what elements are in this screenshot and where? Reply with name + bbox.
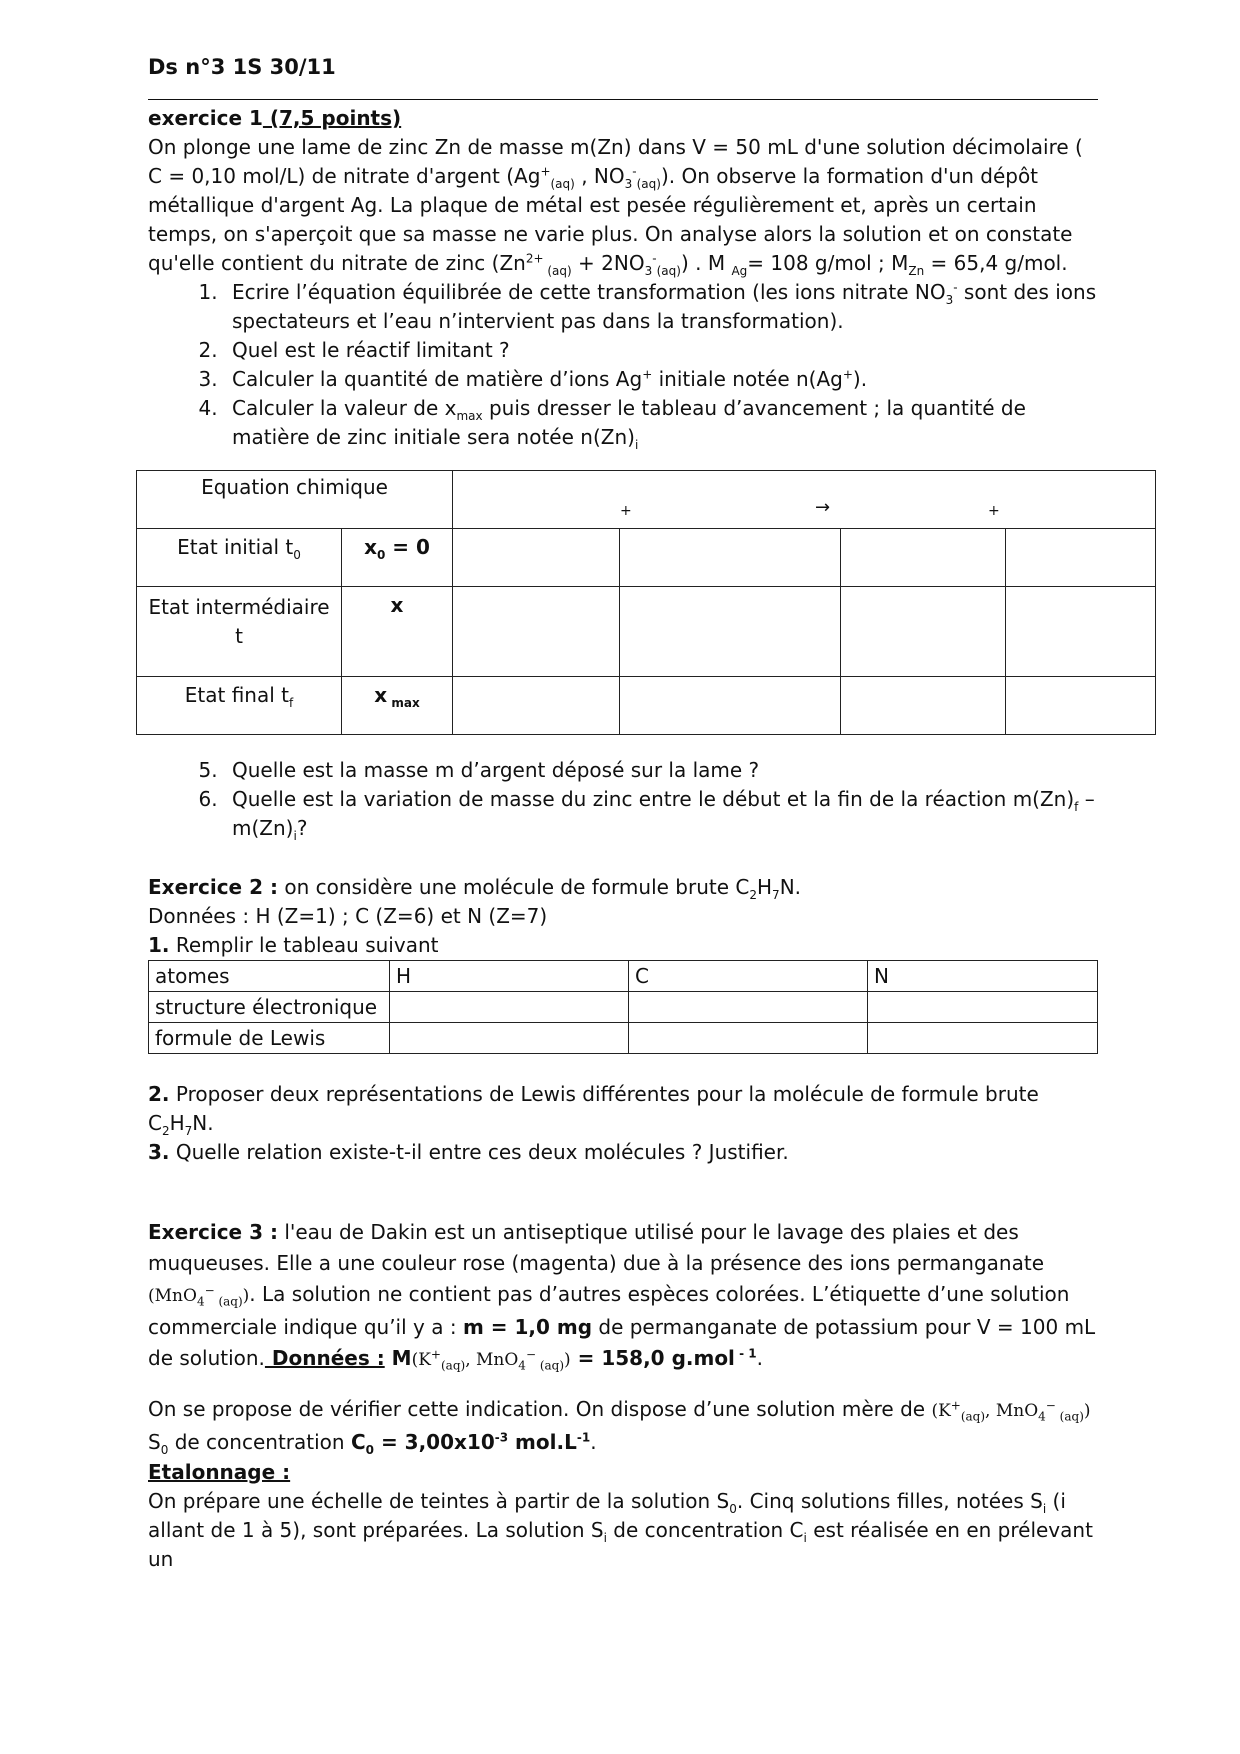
- permanganate-ion: (MnO$_4$− $_{(aq)}$): [148, 1283, 250, 1309]
- table-row: [149, 1023, 1098, 1054]
- question-1-4: 4. Calculer la valeur de $x_{max}$ puis dresser le tableau d’avancement ; la quantité de matière de zinc initiale sera notée $n(Zn)_i$: [224, 394, 1098, 452]
- table-cell[interactable]: [841, 677, 1006, 735]
- table-row-intermediate: [137, 587, 1156, 677]
- table-row: [149, 992, 1098, 1023]
- table-cell[interactable]: [868, 992, 1098, 1023]
- row-label-lewis: formule de Lewis: [149, 1023, 390, 1054]
- table-cell[interactable]: [620, 587, 841, 677]
- table-cell[interactable]: [453, 677, 620, 735]
- table-cell[interactable]: [390, 992, 629, 1023]
- initial-x-cell: $x_0 = 0$: [342, 529, 453, 587]
- table-row-final: [137, 677, 1156, 735]
- plus-sign-2: +: [988, 503, 1000, 519]
- equation-label-cell: Equation chimique: [137, 471, 453, 529]
- question-1-6: 6. Quelle est la variation de masse du zinc entre le début et la fin de la réaction $m(Zn)_f - m(Zn)_i$?: [224, 785, 1098, 843]
- table-cell[interactable]: [1006, 587, 1156, 677]
- page-title: Ds n°3 1S 30/11: [148, 55, 336, 79]
- table-cell[interactable]: [841, 529, 1006, 587]
- table-cell[interactable]: [629, 1023, 868, 1054]
- intermediate-state-label: Etat intermédiaire t: [137, 587, 342, 677]
- table-cell[interactable]: [1006, 529, 1156, 587]
- exercise-1-questions: [148, 278, 1098, 452]
- table-cell[interactable]: [620, 529, 841, 587]
- intermediate-x-cell: x: [342, 587, 453, 677]
- table-cell[interactable]: [390, 1023, 629, 1054]
- table-cell[interactable]: [453, 587, 620, 677]
- table-cell[interactable]: [841, 587, 1006, 677]
- document-page: [148, 55, 1098, 452]
- etalonnage-heading: Etalonnage :: [148, 1460, 291, 1484]
- final-x-cell: x $_{max}$: [342, 677, 453, 735]
- header-n: N: [868, 961, 1098, 992]
- initial-state-label: Etat initial $t_0$: [137, 529, 342, 587]
- table-cell[interactable]: [453, 529, 620, 587]
- table-row: [149, 961, 1098, 992]
- table-cell[interactable]: [868, 1023, 1098, 1054]
- exercise-1-heading: exercice 1 (7,5 points): [148, 106, 402, 130]
- lewis-table: [148, 960, 1098, 1054]
- exercise-2-question-1: 1. Remplir le tableau suivant: [148, 933, 439, 957]
- advancement-table: [136, 470, 1156, 735]
- exercise-1-intro: On plonge une lame de zinc Zn de masse m(Zn) dans V = 50 mL d'une solution décimolaire ( C = 0,10 mol/L) de nitrate d'argent ($Ag^+_{(aq)}$ , $NO_3^-_{(aq)}$). On observe la formation d'un dépôt métallique d'argent Ag. La plaque de métal est pesée régulièrement et, après un certain temps, on s'aperçoit que sa masse ne varie plus. On analyse alors la solution et on constate qu'elle contient du nitrate de zinc ($Zn^{2+}$ $_{(aq)} + 2NO_3^-_{(aq)}$) . M $_{Ag}$= 108 g/mol ; $M_{Zn} = 65,4$ g/mol.: [148, 135, 1083, 278]
- header-c: C: [629, 961, 868, 992]
- final-state-label: Etat final $t_f$: [137, 677, 342, 735]
- document-page-continued: [148, 756, 1098, 1574]
- table-row-initial: [137, 529, 1156, 587]
- question-1-2: 2. Quel est le réactif limitant ?: [224, 336, 1098, 365]
- exercise-3-paragraph-1: Exercice 3 : l'eau de Dakin est un antiseptique utilisé pour le lavage des plaies et des muqueuses. Elle a une couleur rose (magenta) due à la présence des ions permanganate (MnO$_4$− $_{(aq)}$). La solution ne contient pas d’autres espèces colorées. L’étiquette d’une solution commerciale indique qu’il y a : m = 1,0 mg de permanganate de potassium pour V = 100 mL de solution. Données : $M(K^+_{(aq)}$, MnO$_4$− $_{(aq)}$) = 158,0 g.mol $^{- 1}$.: [148, 1220, 1096, 1373]
- exercise-2-heading: Exercice 2 : on considère une molécule de formule brute $C_2H_7N$.: [148, 875, 802, 902]
- header-h: H: [390, 961, 629, 992]
- equation-cell[interactable]: [453, 471, 1156, 529]
- table-row-equation: [137, 471, 1156, 529]
- exercise-3-paragraph-2: On se propose de vérifier cette indication. On dispose d’une solution mère de ($K^+_{(aq)}$, MnO$_4$− $_{(aq)}$) $S_0$ de concentration $C_0 = 3,00x10^{-3}$ $mol.L^{-1}$.: [148, 1397, 1091, 1457]
- table-cell[interactable]: [629, 992, 868, 1023]
- exercise-2-question-2: 2. Proposer deux représentations de Lewis différentes pour la molécule de formule brute $C_2H_7N$.: [148, 1082, 1039, 1138]
- exercise-2-data: Données : H (Z=1) ; C (Z=6) et N (Z=7): [148, 904, 548, 928]
- title-divider: [148, 99, 1098, 100]
- question-1-5: 5. Quelle est la masse m d’argent déposé sur la lame ?: [224, 756, 1098, 785]
- exercise-2-question-3: 3. Quelle relation existe-t-il entre ces deux molécules ? Justifier.: [148, 1140, 789, 1164]
- exercise-1-questions-continued: [148, 756, 1098, 843]
- question-1-3: 3. Calculer la quantité de matière d’ions Ag+ initiale notée n(Ag+).: [224, 365, 1098, 394]
- question-1-1: 1. Ecrire l’équation équilibrée de cette transformation (les ions nitrate $NO_3^-$ sont des ions spectateurs et l’eau n’intervient pas dans la transformation).: [224, 278, 1098, 336]
- potassium-permanganate-formula: ($K^+_{(aq)}$, MnO$_4$− $_{(aq)}$): [931, 1398, 1091, 1424]
- exercise-3-paragraph-3: On prépare une échelle de teintes à partir de la solution $S_0$. Cinq solutions filles, notées $S_i$ (i allant de 1 à 5), sont préparées. La solution $S_i$ de concentration $C_i$ est réalisée en en prélevant un: [148, 1489, 1093, 1571]
- reaction-arrow-icon: →: [815, 497, 831, 518]
- potassium-permanganate-formula: ($K^+_{(aq)}$, MnO$_4$− $_{(aq)}$): [411, 1347, 571, 1373]
- plus-sign-1: +: [620, 503, 632, 519]
- table-cell[interactable]: [1006, 677, 1156, 735]
- header-atoms: atomes: [149, 961, 390, 992]
- row-label-structure: structure électronique: [149, 992, 390, 1023]
- table-cell[interactable]: [620, 677, 841, 735]
